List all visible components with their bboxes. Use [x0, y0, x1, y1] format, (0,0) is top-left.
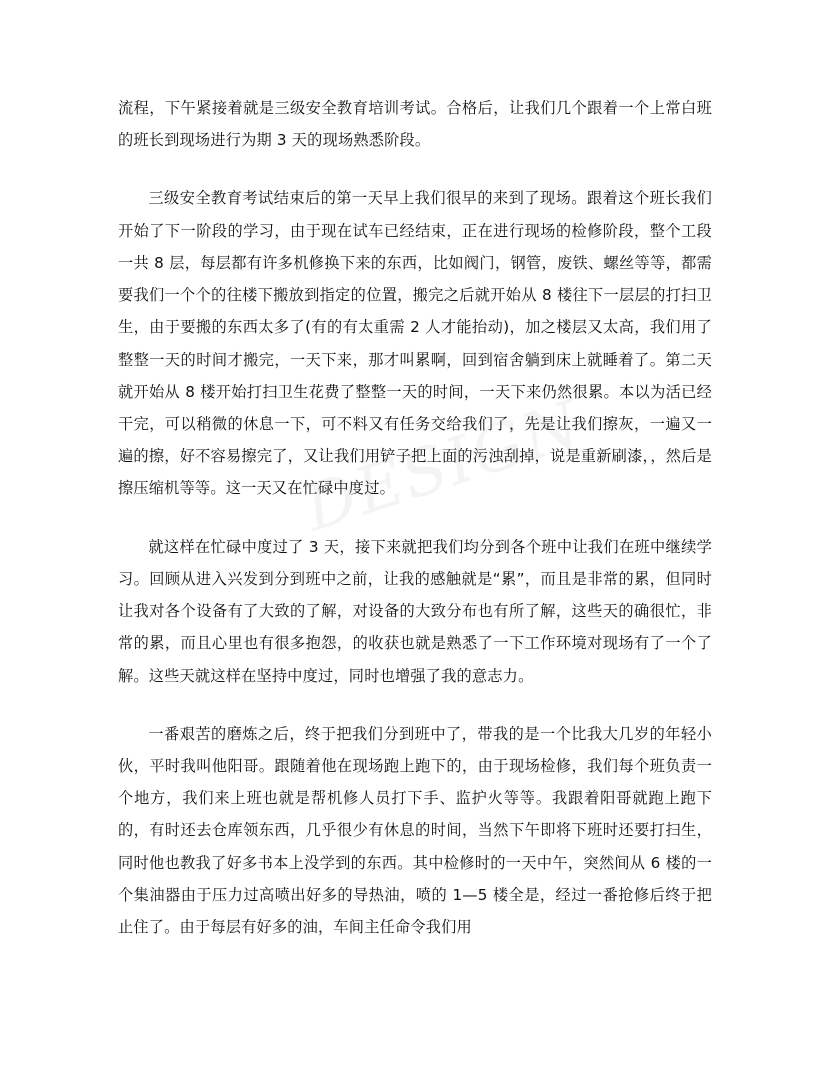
paragraph: 流程，下午紧接着就是三级安全教育培训考试。合格后，让我们几个跟着一个上常白班的班长到现场进行为期 3 天的现场熟悉阶段。	[118, 99, 712, 150]
paragraph: 就这样在忙碌中度过了 3 天，接下来就把我们均分到各个班中让我们在班中继续学习。回顾从进入兴发到分到班中之前，让我的感触就是“累”，而且是非常的累，但同时让我对各个设备有了大致的了解，对设备的大致分布也有所了解，这些天的确很忙，非常的累，而且心里也有很多抱怨，的收获也就是熟悉了一下工作环境对现场有了一个了解。这些天就这样在坚持中度过，同时也增强了我的意志力。	[118, 537, 712, 685]
paragraph: 一番艰苦的磨炼之后，终于把我们分到班中了，带我的是一个比我大几岁的年轻小伙，平时我叫他阳哥。跟随着他在现场跑上跑下的，由于现场检修，我们每个班负责一个地方，我们来上班也就是帮机修人员打下手、监护火等等。我跟着阳哥就跑上跑下的，有时还去仓库领东西，几乎很少有休息的时间，当然下午即将下班时还要打扫生，同时他也教我了好多书本上没学到的东西。其中检修时的一天中午，突然间从 6 楼的一个集油器由于压力过高喷出好多的导热油，喷的 1—5 楼全是，经过一番抢修后终于把止住了。由于每层有好多的油，车间主任命令我们用	[118, 724, 712, 937]
paragraph: 三级安全教育考试结束后的第一天早上我们很早的来到了现场。跟着这个班长我们开始了下一阶段的学习，由于现在试车已经结束，正在进行现场的检修阶段，整个工段一共 8 层，每层都有许多机修换下来的东西，比如阀门，钢管，废铁、螺丝等等，都需要我们一个个的往楼下搬放到指定的位置，搬完之后就开始从 8 楼往下一层层的打扫卫生，由于要搬的东西太多了(有的有太重需 2 人才能抬动)，加之楼层又太高，我们用了整整一天的时间才搬完，一天下来，那才叫累啊，回到宿舍躺到床上就睡着了。第二天就开始从 8 楼开始打扫卫生花费了整整一天的时间，一天下来仍然很累。本以为活已经干完，可以稍微的休息一下，可不料又有任务交给我们了，先是让我们擦灰，一遍又一遍的擦，好不容易擦完了，又让我们用铲子把上面的污浊刮掉，说是重新刷漆，，然后是擦压缩机等等。这一天又在忙碌中度过。	[118, 189, 712, 498]
